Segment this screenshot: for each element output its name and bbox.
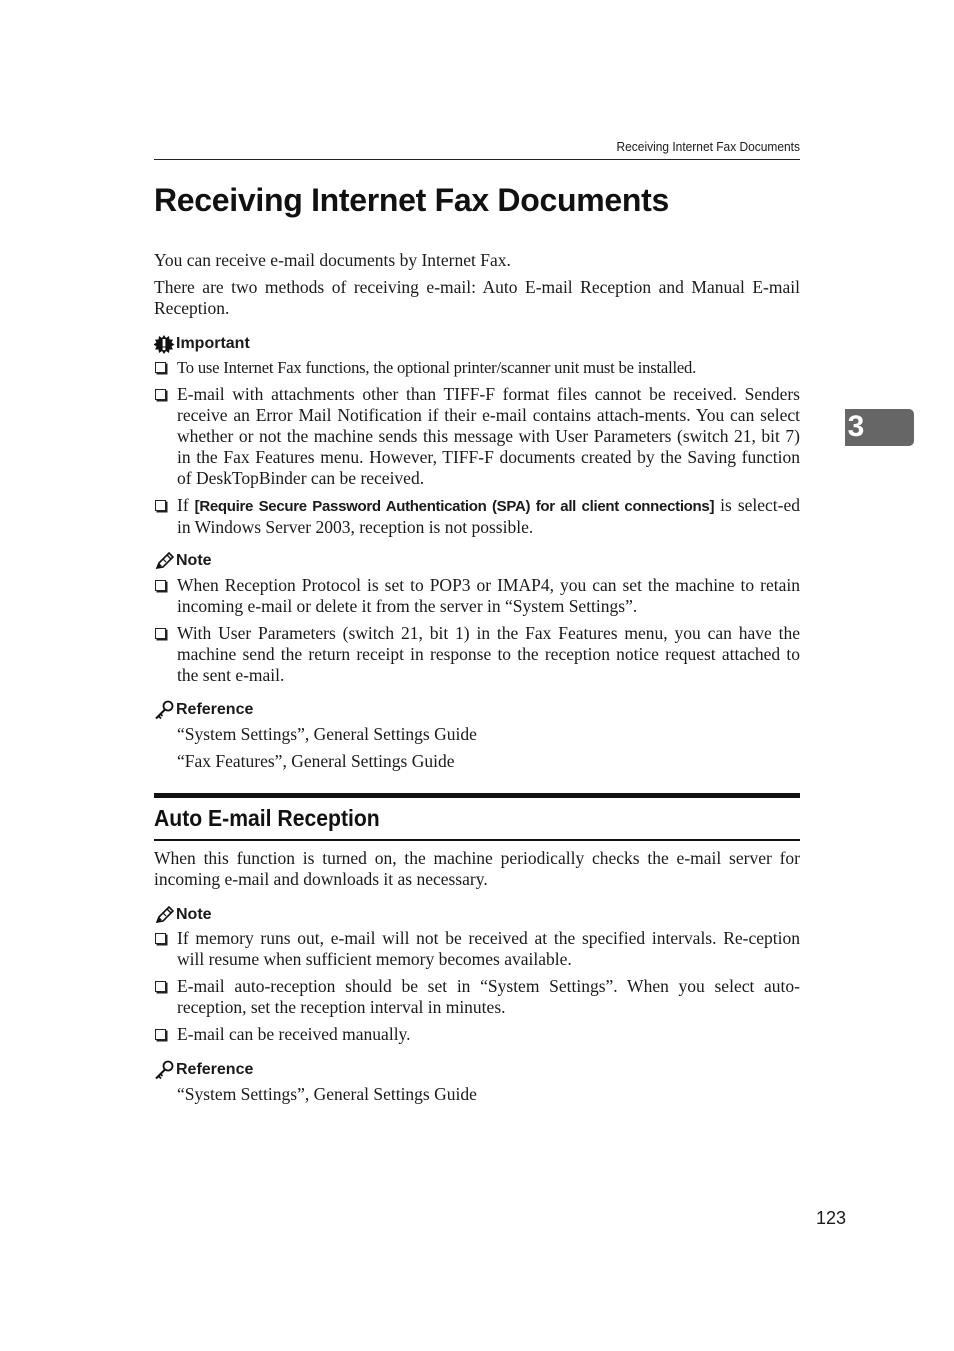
chapter-tab [845,409,914,446]
checkbox-bullet-icon [155,933,166,944]
pencil-icon [154,551,176,571]
reference-label: Reference [176,701,254,718]
checkbox-bullet-icon [155,389,166,400]
important-item: E-mail with attachments other than TIFF-F format files cannot be received. Senders receive an Error Mail Notification if their e-mail contains attach-ments. You can select whether or not the machine sends this message with User Parameters (switch 21, bit 7) in the Fax Features menu. However, TIFF-F documents created by the Saving function of DeskTopBinder can be received. [154,384,800,489]
note-item: If memory runs out, e-mail will not be received at the specified intervals. Re-ception will resume when sufficient memory becomes available. [154,928,800,970]
header-rule [154,159,800,160]
note-label: Note [176,552,212,569]
reference-line: “System Settings”, General Settings Guide [177,1084,477,1104]
note-label: Note [176,906,212,923]
reference-heading [154,1060,253,1080]
note-item: E-mail auto-reception should be set in “System Settings”. When you select auto-reception, set the reception interval in minutes. [154,976,800,1018]
checkbox-bullet-icon [155,362,166,373]
note-heading [154,905,212,925]
checkbox-bullet-icon [155,981,166,992]
checkbox-bullet-icon [155,628,166,639]
reference-label: Reference [176,1061,254,1078]
checkbox-bullet-icon [155,500,166,511]
running-header: Receiving Internet Fax Documents [616,139,800,154]
key-icon [154,700,176,720]
important-item: To use Internet Fax functions, the optional printer/scanner unit must be installed. [154,357,800,378]
intro-paragraph: You can receive e-mail documents by Internet Fax. [154,250,511,270]
note-item: E-mail can be received manually. [154,1024,800,1045]
section-rule [154,793,800,798]
page-number: 123 [815,1208,846,1228]
important-heading [154,334,250,354]
section-rule [154,839,800,841]
note-heading [154,551,212,571]
intro-paragraph: There are two methods of receiving e-mail: Auto E-mail Reception and Manual E-mail Reception. [154,277,800,318]
note-item: When Reception Protocol is set to POP3 or IMAP4, you can set the machine to retain incoming e-mail or delete it from the server in “System Settings”. [154,575,800,617]
key-icon [154,1060,176,1080]
reference-heading [154,700,253,720]
note-item: With User Parameters (switch 21, bit 1) in the Fax Features menu, you can have the machine send the return receipt in response to the reception notice request attached to the sent e-mail. [154,623,800,686]
reference-line: “System Settings”, General Settings Guide [177,724,477,744]
section-title: Auto E-mail Reception [154,805,380,831]
ui-option-label: [Require Secure Password Authentication (SPA) for all client connections] [194,498,715,515]
pencil-icon [154,905,176,925]
important-item: If [Require Secure Password Authentication (SPA) for all client connections] is select-ed in Windows Server 2003, reception is not possible. [154,495,800,538]
checkbox-bullet-icon [155,1029,166,1040]
important-icon [154,334,176,354]
reference-line: “Fax Features”, General Settings Guide [177,751,455,771]
page-title: Receiving Internet Fax Documents [154,182,669,218]
important-label: Important [176,335,250,352]
chapter-number: 3 [847,410,865,443]
checkbox-bullet-icon [155,580,166,591]
section-paragraph: When this function is turned on, the machine periodically checks the e-mail server for incoming e-mail and downloads it as necessary. [154,848,800,889]
